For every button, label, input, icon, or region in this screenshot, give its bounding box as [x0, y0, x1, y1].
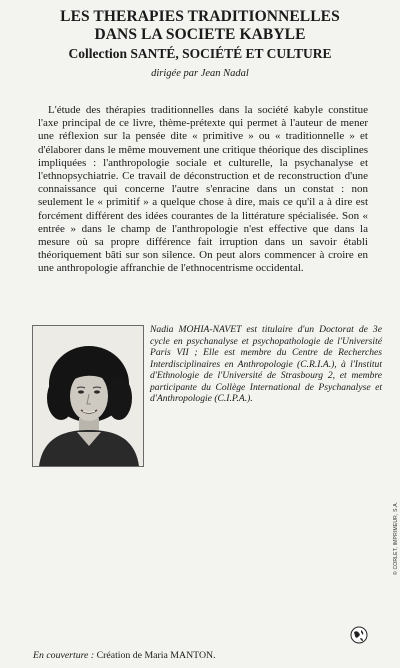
globe-icon [350, 626, 368, 644]
book-title-line-2: DANS LA SOCIETE KABYLE [94, 26, 306, 43]
book-title [0, 8, 400, 44]
printer-credit: © CORLET, IMPRIMEUR, S.A. [393, 501, 399, 575]
author-portrait-image [33, 326, 143, 466]
book-summary: L'étude des thérapies traditionnelles dans la société kabyle constitue l'axe principal de ce livre, thème-prétexte qui permet à l'auteur de mener une réflexion sur la pensée dite « primitive » ou « traditionnelle » et d'élaborer dans le même mouvement une critique théorique des disciplines impliquées : l'anthropologie sociale et culturelle, la psychanalyse et l'ethnopsychiatrie. Ce travail de déconstruction et de reconstruction d'une connaissance qui concerne l'autre s'enracine dans un constat : non seulement le « primitif » a quelque chose à dire, mais ce qu'il a à dire est forcément différent des idées courantes de la littérature spécialisée. Son « entrée » dans le champ de l'anthropologie n'est effective que dans la mesure où sa propre différence fait irruption dans un savoir établi théoriquement bâti sur son silence. On peut alors commencer à croire en une anthropologie affranchie de l'ethnocentrisme occidental. [38, 104, 368, 275]
book-title-line-1: LES THERAPIES TRADITIONNELLES [60, 8, 340, 25]
author-photo [32, 325, 144, 467]
collection-name: Collection SANTÉ, SOCIÉTÉ ET CULTURE [68, 46, 332, 61]
cover-credit-label: En couverture : [33, 650, 95, 661]
collection-director: dirigée par Jean Nadal [151, 68, 249, 79]
cover-credit [33, 650, 216, 662]
author-biography: Nadia MOHIA-NAVET est titulaire d'un Doctorat de 3e cycle en psychanalyse et psychopathologie de l'Université Paris VII ; Elle est membre du Centre de Recherches Interdisciplinaires en Anthropologie (C.R.I.A.), à l'Institut d'Ethnologie de l'Université de Strasbourg 2, et membre participante du Collège International de Psychanalyse et d'Anthropologie (C.I.P.A.). [150, 324, 382, 404]
cover-credit-text: Création de Maria MANTON. [96, 650, 216, 661]
